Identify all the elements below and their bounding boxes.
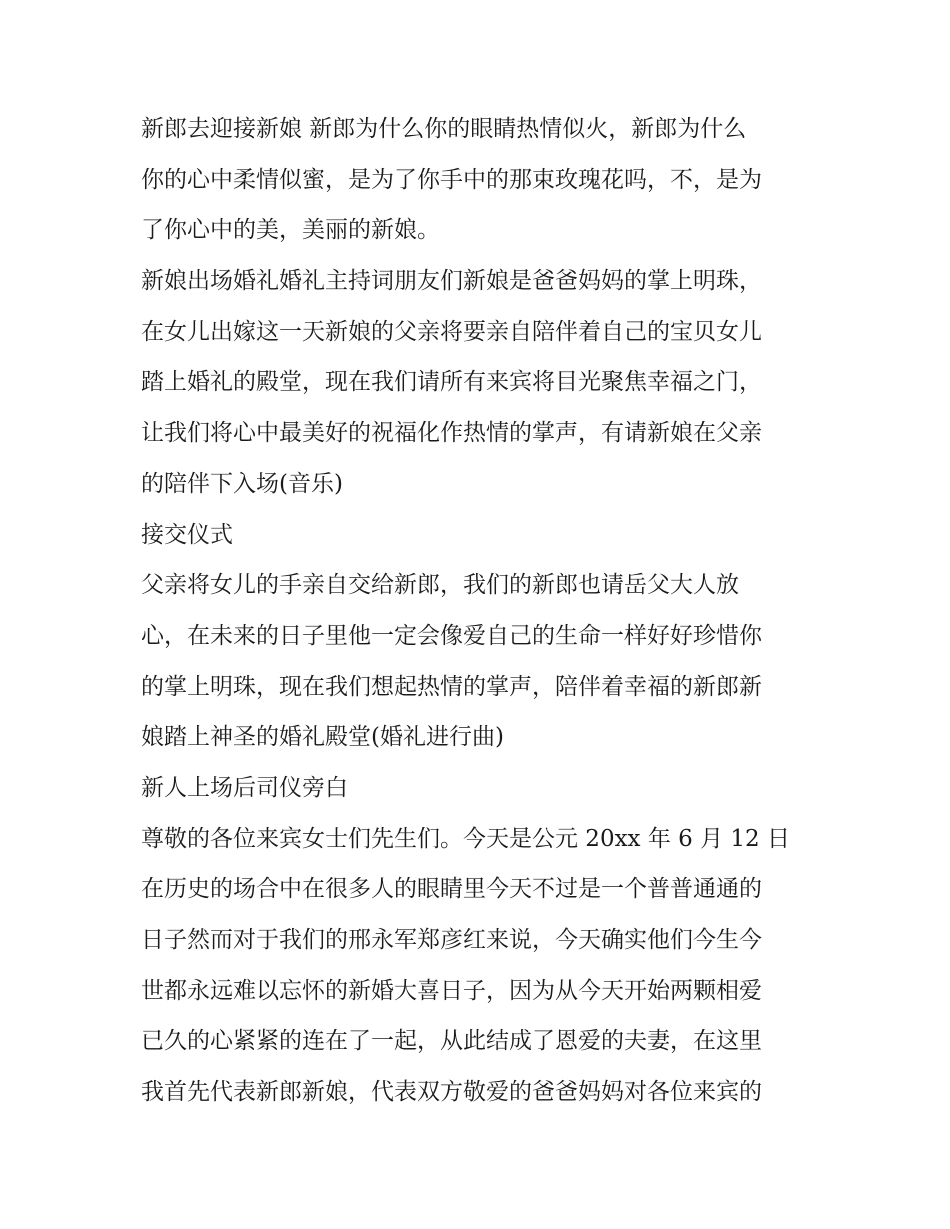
text-line: 父亲将女儿的手亲自交给新郎，我们的新郎也请岳父大人放 [141, 572, 739, 599]
text-line: 娘踏上神圣的婚礼殿堂(婚礼进行曲) [141, 724, 504, 751]
section-heading: 接交仪式 [141, 521, 233, 548]
text-line: 心，在未来的日子里他一定会像爱自己的生命一样好好珍惜你 [141, 622, 762, 649]
text-line: 日子然而对于我们的邢永军郑彦红来说，今天确实他们今生今 [141, 927, 762, 953]
text-line: 了你心中的美，美丽的新娘。 [141, 217, 440, 244]
text-line: 新郎去迎接新娘 新郎为什么你的眼睛热情似火，新郎为什么 [141, 116, 747, 142]
text-line: 尊敬的各位来宾女士们先生们。今天是公元 20xx 年 6 月 12 日 [141, 825, 790, 852]
text-line: 新娘出场婚礼婚礼主持词朋友们新娘是爸爸妈妈的掌上明珠， [141, 268, 762, 295]
text-line: 你的心中柔情似蜜，是为了你手中的那束玫瑰花吗，不，是为 [141, 166, 762, 193]
text-line: 的陪伴下入场(音乐) [141, 470, 343, 497]
text-line: 世都永远难以忘怀的新婚大喜日子，因为从今天开始两颗相爱 [141, 977, 762, 1004]
text-line: 让我们将心中最美好的祝福化作热情的掌声，有请新娘在父亲 [141, 420, 762, 447]
text-line: 在女儿出嫁这一天新娘的父亲将要亲自陪伴着自己的宝贝女儿 [141, 318, 762, 345]
text-line: 在历史的场合中在很多人的眼睛里今天不过是一个普普通通的 [141, 876, 762, 903]
text-line: 的掌上明珠，现在我们想起热情的掌声，陪伴着幸福的新郎新 [141, 673, 762, 700]
text-line: 踏上婚礼的殿堂，现在我们请所有来宾将目光聚焦幸福之门， [141, 369, 762, 396]
section-heading: 新人上场后司仪旁白 [141, 774, 348, 801]
text-line: 我首先代表新郎新娘，代表双方敬爱的爸爸妈妈对各位来宾的 [141, 1079, 762, 1106]
text-line: 已久的心紧紧的连在了一起，从此结成了恩爱的夫妻，在这里 [141, 1028, 762, 1055]
document-body [141, 104, 821, 1118]
